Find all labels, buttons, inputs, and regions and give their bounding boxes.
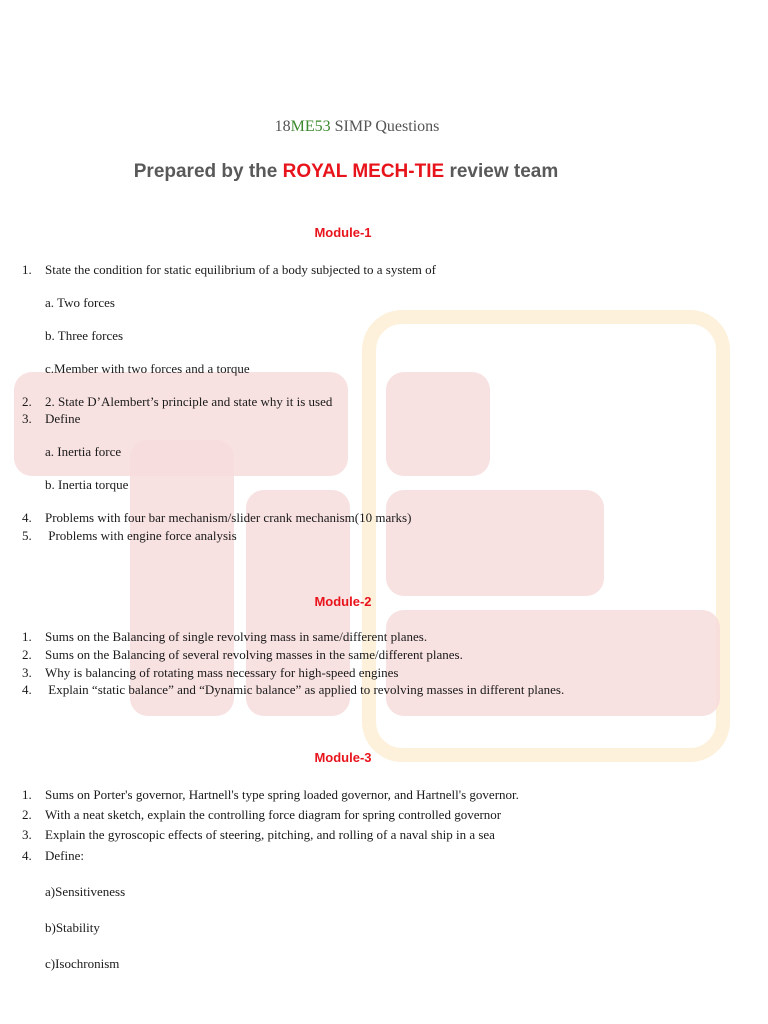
item-number: 3. <box>22 827 32 842</box>
document-subtitle <box>0 161 692 183</box>
document-title <box>0 118 714 136</box>
sub-item: b. Inertia torque <box>45 477 129 492</box>
sub-item: b)Stability <box>45 920 100 935</box>
item-number: 2. <box>22 647 32 662</box>
sub-item: a. Two forces <box>45 295 115 310</box>
module-3-heading: Module-3 <box>314 750 372 765</box>
team-name: ROYAL MECH-TIE <box>282 161 445 182</box>
sub-item: b. Three forces <box>45 328 124 343</box>
item-text: Sums on the Balancing of several revolving masses in the same/different planes. <box>45 647 463 662</box>
item-number: 4. <box>22 510 32 525</box>
item-text: Problems with engine force analysis <box>45 528 237 543</box>
item-text: Define <box>45 411 81 426</box>
item-number: 3. <box>22 665 32 680</box>
item-number: 1. <box>22 787 32 802</box>
item-text: With a neat sketch, explain the controlling force diagram for spring controlled governor <box>45 807 502 822</box>
sub-item: c.Member with two forces and a torque <box>45 361 250 376</box>
item-number: 2. <box>22 394 32 409</box>
sub-item: a)Sensitiveness <box>45 884 126 899</box>
item-text: Sums on the Balancing of single revolving mass in same/different planes. <box>45 629 428 644</box>
item-text: Explain “static balance” and “Dynamic balance” as applied to revolving masses in different planes. <box>45 682 565 697</box>
module-2-heading: Module-2 <box>314 594 372 609</box>
item-text: Problems with four bar mechanism/slider crank mechanism(10 marks) <box>45 510 412 525</box>
item-number: 2. <box>22 807 32 822</box>
item-number: 5. <box>22 528 32 543</box>
sub-item: c)Isochronism <box>45 956 120 971</box>
item-number: 4. <box>22 848 32 863</box>
item-text: Explain the gyroscopic effects of steering, pitching, and rolling of a naval ship in a sea <box>45 827 495 842</box>
item-text: 2. State D’Alembert’s principle and state why it is used <box>45 394 333 409</box>
item-text: Sums on Porter's governor, Hartnell's type spring loaded governor, and Hartnell's governor. <box>45 787 519 802</box>
title-suffix: SIMP Questions <box>330 118 440 135</box>
subtitle-pre: Prepared by the <box>133 161 283 182</box>
course-code: ME53 <box>290 118 331 135</box>
item-text: State the condition for static equilibrium of a body subjected to a system of <box>45 262 436 277</box>
item-number: 4. <box>22 682 32 697</box>
item-number: 3. <box>22 411 32 426</box>
item-text: Why is balancing of rotating mass necessary for high-speed engines <box>45 665 399 680</box>
sub-item: a. Inertia force <box>45 444 122 459</box>
module-1-heading: Module-1 <box>314 225 372 240</box>
item-text: Define: <box>45 848 84 863</box>
subtitle-post: review team <box>444 161 559 182</box>
title-prefix: 18 <box>274 118 291 135</box>
item-number: 1. <box>22 629 32 644</box>
item-number: 1. <box>22 262 32 277</box>
